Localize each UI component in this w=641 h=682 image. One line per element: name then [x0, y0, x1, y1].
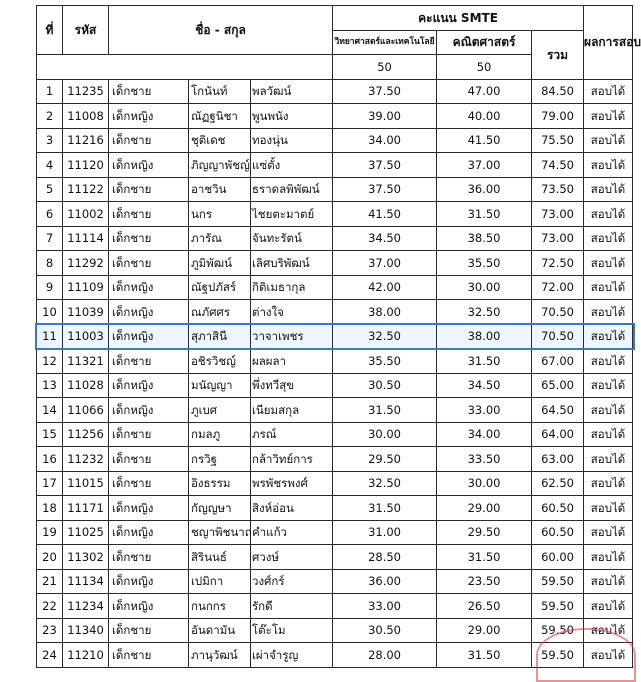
table-row[interactable]	[37, 275, 633, 300]
row-gender: เด็กหญิง	[109, 373, 189, 398]
row-first-name: นกร	[189, 202, 251, 227]
table-row[interactable]	[37, 324, 633, 349]
table-row[interactable]	[37, 594, 633, 619]
row-no: 22	[37, 594, 63, 619]
table-row[interactable]	[37, 79, 633, 104]
table-row[interactable]	[37, 202, 633, 227]
row-first-name: ภิญญาพัชญ์	[189, 153, 251, 178]
row-code: 11292	[63, 251, 109, 276]
row-gender: เด็กหญิง	[109, 520, 189, 545]
row-code: 11114	[63, 226, 109, 251]
row-math-score: 23.50	[437, 569, 532, 594]
row-result: สอบได้	[584, 177, 633, 202]
row-last-name: พรพัชรพงศ์	[251, 471, 333, 496]
row-first-name: กัญญษา	[189, 496, 251, 521]
row-first-name: สิรินนธ์	[189, 545, 251, 570]
header-smte: คะแนน SMTE	[333, 6, 584, 31]
row-math-score: 40.00	[437, 104, 532, 129]
row-result: สอบได้	[584, 447, 633, 472]
row-last-name: กล้าวิทย์การ	[251, 447, 333, 472]
row-gender: เด็กชาย	[109, 349, 189, 374]
row-no: 14	[37, 398, 63, 423]
row-math-score: 34.50	[437, 373, 532, 398]
results-sheet	[36, 5, 641, 668]
row-code: 11302	[63, 545, 109, 570]
row-last-name: ผลผลา	[251, 349, 333, 374]
row-last-name: พลวัฒน์	[251, 79, 333, 104]
row-result: สอบได้	[584, 202, 633, 227]
row-last-name: รักดี	[251, 594, 333, 619]
score-rows	[37, 79, 633, 667]
row-math-score: 35.50	[437, 251, 532, 276]
table-row[interactable]	[37, 471, 633, 496]
row-code: 11321	[63, 349, 109, 374]
row-total-score: 64.00	[532, 422, 584, 447]
table-row[interactable]	[37, 422, 633, 447]
row-result: สอบได้	[584, 324, 633, 349]
row-result: สอบได้	[584, 471, 633, 496]
row-code: 11216	[63, 128, 109, 153]
row-gender: เด็กหญิง	[109, 496, 189, 521]
row-math-score: 31.50	[437, 349, 532, 374]
row-no: 23	[37, 618, 63, 643]
table-row[interactable]	[37, 226, 633, 251]
row-gender: เด็กหญิง	[109, 398, 189, 423]
table-row[interactable]	[37, 545, 633, 570]
row-last-name: กิติเมธากุล	[251, 275, 333, 300]
row-code: 11066	[63, 398, 109, 423]
row-result: สอบได้	[584, 643, 633, 668]
row-no: 5	[37, 177, 63, 202]
row-first-name: ภูมิพัฒน์	[189, 251, 251, 276]
row-gender: เด็กหญิง	[109, 324, 189, 349]
row-sci-score: 37.50	[333, 79, 437, 104]
row-no: 11	[37, 324, 63, 349]
table-row[interactable]	[37, 251, 633, 276]
row-gender: เด็กหญิง	[109, 275, 189, 300]
row-total-score: 65.00	[532, 373, 584, 398]
row-code: 11039	[63, 300, 109, 325]
row-sci-score: 28.50	[333, 545, 437, 570]
row-total-score: 84.50	[532, 79, 584, 104]
row-first-name: ณัฏฐนิชา	[189, 104, 251, 129]
row-no: 6	[37, 202, 63, 227]
row-total-score: 60.50	[532, 520, 584, 545]
row-sci-score: 34.00	[333, 128, 437, 153]
table-row[interactable]	[37, 520, 633, 545]
row-sci-score: 41.50	[333, 202, 437, 227]
row-first-name: กรวิฐ	[189, 447, 251, 472]
row-total-score: 74.50	[532, 153, 584, 178]
row-first-name: อิงธรรม	[189, 471, 251, 496]
row-no: 21	[37, 569, 63, 594]
row-math-score: 29.00	[437, 618, 532, 643]
row-result: สอบได้	[584, 275, 633, 300]
header-code: รหัส	[63, 6, 109, 55]
row-math-score: 38.00	[437, 324, 532, 349]
row-gender: เด็กหญิง	[109, 153, 189, 178]
row-sci-score: 31.50	[333, 398, 437, 423]
row-result: สอบได้	[584, 569, 633, 594]
row-no: 1	[37, 79, 63, 104]
row-result: สอบได้	[584, 128, 633, 153]
row-sci-score: 30.50	[333, 373, 437, 398]
row-sci-score: 37.50	[333, 177, 437, 202]
row-gender: เด็กหญิง	[109, 569, 189, 594]
table-row[interactable]	[37, 569, 633, 594]
header-math: คณิตศาสตร์	[437, 30, 532, 55]
row-total-score: 64.50	[532, 398, 584, 423]
table-row[interactable]	[37, 177, 633, 202]
table-row[interactable]	[37, 373, 633, 398]
row-total-score: 70.50	[532, 324, 584, 349]
row-code: 11171	[63, 496, 109, 521]
row-last-name: โต๊ะโม	[251, 618, 333, 643]
row-total-score: 59.50	[532, 618, 584, 643]
row-total-score: 72.50	[532, 251, 584, 276]
row-total-score: 59.50	[532, 594, 584, 619]
row-gender: เด็กชาย	[109, 471, 189, 496]
row-code: 11120	[63, 153, 109, 178]
row-first-name: อันดามัน	[189, 618, 251, 643]
row-math-score: 31.50	[437, 202, 532, 227]
row-no: 24	[37, 643, 63, 668]
row-sci-score: 32.50	[333, 471, 437, 496]
row-code: 11003	[63, 324, 109, 349]
row-first-name: ชญาพิชนาถ	[189, 520, 251, 545]
row-first-name: ณภัศศร	[189, 300, 251, 325]
header-spacer	[37, 55, 333, 80]
row-gender: เด็กหญิง	[109, 104, 189, 129]
row-result: สอบได้	[584, 79, 633, 104]
row-code: 11232	[63, 447, 109, 472]
row-code: 11028	[63, 373, 109, 398]
row-total-score: 73.00	[532, 226, 584, 251]
row-math-score: 30.00	[437, 275, 532, 300]
row-no: 4	[37, 153, 63, 178]
row-total-score: 73.00	[532, 202, 584, 227]
row-no: 15	[37, 422, 63, 447]
row-last-name: คำแก้ว	[251, 520, 333, 545]
row-last-name: พูนพนัง	[251, 104, 333, 129]
row-math-score: 32.50	[437, 300, 532, 325]
row-total-score: 73.50	[532, 177, 584, 202]
row-no: 7	[37, 226, 63, 251]
row-math-score: 36.00	[437, 177, 532, 202]
row-last-name: ทองนุ่น	[251, 128, 333, 153]
header-total: รวม	[532, 30, 584, 79]
row-last-name: ธราดลพิพัฒน์	[251, 177, 333, 202]
row-result: สอบได้	[584, 398, 633, 423]
row-sci-score: 35.50	[333, 349, 437, 374]
row-total-score: 70.50	[532, 300, 584, 325]
row-math-score: 38.50	[437, 226, 532, 251]
row-first-name: ภารัณ	[189, 226, 251, 251]
header-sci-tech: วิทยาศาสตร์และเทคโนโลยี	[333, 30, 437, 55]
row-result: สอบได้	[584, 104, 633, 129]
row-result: สอบได้	[584, 496, 633, 521]
row-gender: เด็กชาย	[109, 128, 189, 153]
row-code: 11340	[63, 618, 109, 643]
row-first-name: อาชวิน	[189, 177, 251, 202]
row-first-name: มนัญญา	[189, 373, 251, 398]
row-first-name: โกนันท์	[189, 79, 251, 104]
row-result: สอบได้	[584, 594, 633, 619]
row-math-score: 34.00	[437, 422, 532, 447]
row-sci-score: 33.00	[333, 594, 437, 619]
row-code: 11122	[63, 177, 109, 202]
row-sci-score: 30.50	[333, 618, 437, 643]
row-sci-score: 31.50	[333, 496, 437, 521]
table-row[interactable]	[37, 496, 633, 521]
row-code: 11008	[63, 104, 109, 129]
row-code: 11025	[63, 520, 109, 545]
row-result: สอบได้	[584, 153, 633, 178]
row-first-name: ภานุวัฒน์	[189, 643, 251, 668]
row-result: สอบได้	[584, 251, 633, 276]
header-result: ผลการสอบ	[584, 6, 633, 80]
row-gender: เด็กชาย	[109, 79, 189, 104]
row-last-name: ภรณ์	[251, 422, 333, 447]
row-no: 20	[37, 545, 63, 570]
row-total-score: 79.00	[532, 104, 584, 129]
row-total-score: 59.50	[532, 569, 584, 594]
score-table	[36, 5, 641, 668]
row-last-name: วงศ์กร์	[251, 569, 333, 594]
row-result: สอบได้	[584, 618, 633, 643]
row-last-name: ไชยตะมาตย์	[251, 202, 333, 227]
row-code: 11234	[63, 594, 109, 619]
row-sci-score: 34.50	[333, 226, 437, 251]
row-gender: เด็กชาย	[109, 202, 189, 227]
row-gender: เด็กชาย	[109, 545, 189, 570]
row-sci-score: 37.50	[333, 153, 437, 178]
row-no: 10	[37, 300, 63, 325]
row-math-score: 29.00	[437, 496, 532, 521]
row-gender: เด็กชาย	[109, 177, 189, 202]
row-last-name: ศวงษ์	[251, 545, 333, 570]
row-result: สอบได้	[584, 373, 633, 398]
table-row[interactable]	[37, 447, 633, 472]
row-first-name: ชุติเดช	[189, 128, 251, 153]
row-math-score: 37.00	[437, 153, 532, 178]
official-stamp	[536, 628, 636, 682]
row-sci-score: 30.00	[333, 422, 437, 447]
row-last-name: สิงห์อ่อน	[251, 496, 333, 521]
row-code: 11015	[63, 471, 109, 496]
row-gender: เด็กชาย	[109, 643, 189, 668]
row-sci-score: 28.00	[333, 643, 437, 668]
row-first-name: กนกกร	[189, 594, 251, 619]
row-math-score: 41.50	[437, 128, 532, 153]
row-code: 11002	[63, 202, 109, 227]
row-sci-score: 42.00	[333, 275, 437, 300]
row-sci-score: 29.50	[333, 447, 437, 472]
row-total-score: 62.50	[532, 471, 584, 496]
table-row[interactable]	[37, 153, 633, 178]
row-sci-score: 36.00	[333, 569, 437, 594]
row-no: 13	[37, 373, 63, 398]
row-no: 18	[37, 496, 63, 521]
row-math-score: 33.50	[437, 447, 532, 472]
row-math-score: 30.00	[437, 471, 532, 496]
row-no: 3	[37, 128, 63, 153]
row-last-name: เนียมสกุล	[251, 398, 333, 423]
row-result: สอบได้	[584, 226, 633, 251]
table-row[interactable]	[37, 300, 633, 325]
row-code: 11210	[63, 643, 109, 668]
row-total-score: 59.50	[532, 643, 584, 668]
row-gender: เด็กชาย	[109, 422, 189, 447]
row-math-score: 29.50	[437, 520, 532, 545]
row-math-score: 31.50	[437, 643, 532, 668]
header-name: ชื่อ - สกุล	[109, 6, 333, 55]
row-result: สอบได้	[584, 520, 633, 545]
table-row[interactable]	[37, 349, 633, 374]
row-last-name: จันทะรัตน์	[251, 226, 333, 251]
row-gender: เด็กหญิง	[109, 594, 189, 619]
row-first-name: ณัฐปภัสร์	[189, 275, 251, 300]
row-math-score: 26.50	[437, 594, 532, 619]
table-row[interactable]	[37, 398, 633, 423]
row-sci-score: 38.00	[333, 300, 437, 325]
row-no: 12	[37, 349, 63, 374]
row-code: 11109	[63, 275, 109, 300]
row-no: 16	[37, 447, 63, 472]
row-first-name: สุภาสินี	[189, 324, 251, 349]
row-math-score: 47.00	[437, 79, 532, 104]
table-row[interactable]	[37, 128, 633, 153]
row-result: สอบได้	[584, 422, 633, 447]
row-first-name: กมลภู	[189, 422, 251, 447]
row-code: 11256	[63, 422, 109, 447]
row-total-score: 63.00	[532, 447, 584, 472]
table-row[interactable]	[37, 618, 633, 643]
row-last-name: เลิศบริพัฒน์	[251, 251, 333, 276]
row-total-score: 75.50	[532, 128, 584, 153]
row-last-name: พึ่งทวีสุข	[251, 373, 333, 398]
row-result: สอบได้	[584, 545, 633, 570]
row-last-name: แซ่ตั้ง	[251, 153, 333, 178]
row-gender: เด็กชาย	[109, 618, 189, 643]
row-last-name: ต่างใจ	[251, 300, 333, 325]
row-sci-score: 39.00	[333, 104, 437, 129]
row-result: สอบได้	[584, 349, 633, 374]
row-result: สอบได้	[584, 300, 633, 325]
row-math-score: 31.50	[437, 545, 532, 570]
row-total-score: 67.00	[532, 349, 584, 374]
row-no: 9	[37, 275, 63, 300]
row-first-name: อชิรวิชญ์	[189, 349, 251, 374]
row-no: 19	[37, 520, 63, 545]
header-sci-full: 50	[333, 55, 437, 80]
row-first-name: เปมิกา	[189, 569, 251, 594]
row-no: 17	[37, 471, 63, 496]
row-sci-score: 32.50	[333, 324, 437, 349]
row-math-score: 33.00	[437, 398, 532, 423]
row-last-name: เผ่าจำรูญ	[251, 643, 333, 668]
row-gender: เด็กชาย	[109, 226, 189, 251]
row-sci-score: 37.00	[333, 251, 437, 276]
row-gender: เด็กชาย	[109, 447, 189, 472]
row-total-score: 72.00	[532, 275, 584, 300]
header-no: ที่	[37, 6, 63, 55]
row-first-name: ภูเบศ	[189, 398, 251, 423]
row-last-name: วาจาเพชร	[251, 324, 333, 349]
row-code: 11235	[63, 79, 109, 104]
header-math-full: 50	[437, 55, 532, 80]
row-gender: เด็กหญิง	[109, 300, 189, 325]
table-row[interactable]	[37, 104, 633, 129]
row-gender: เด็กชาย	[109, 251, 189, 276]
row-sci-score: 31.00	[333, 520, 437, 545]
row-no: 8	[37, 251, 63, 276]
row-total-score: 60.50	[532, 496, 584, 521]
row-total-score: 60.00	[532, 545, 584, 570]
row-no: 2	[37, 104, 63, 129]
row-code: 11134	[63, 569, 109, 594]
